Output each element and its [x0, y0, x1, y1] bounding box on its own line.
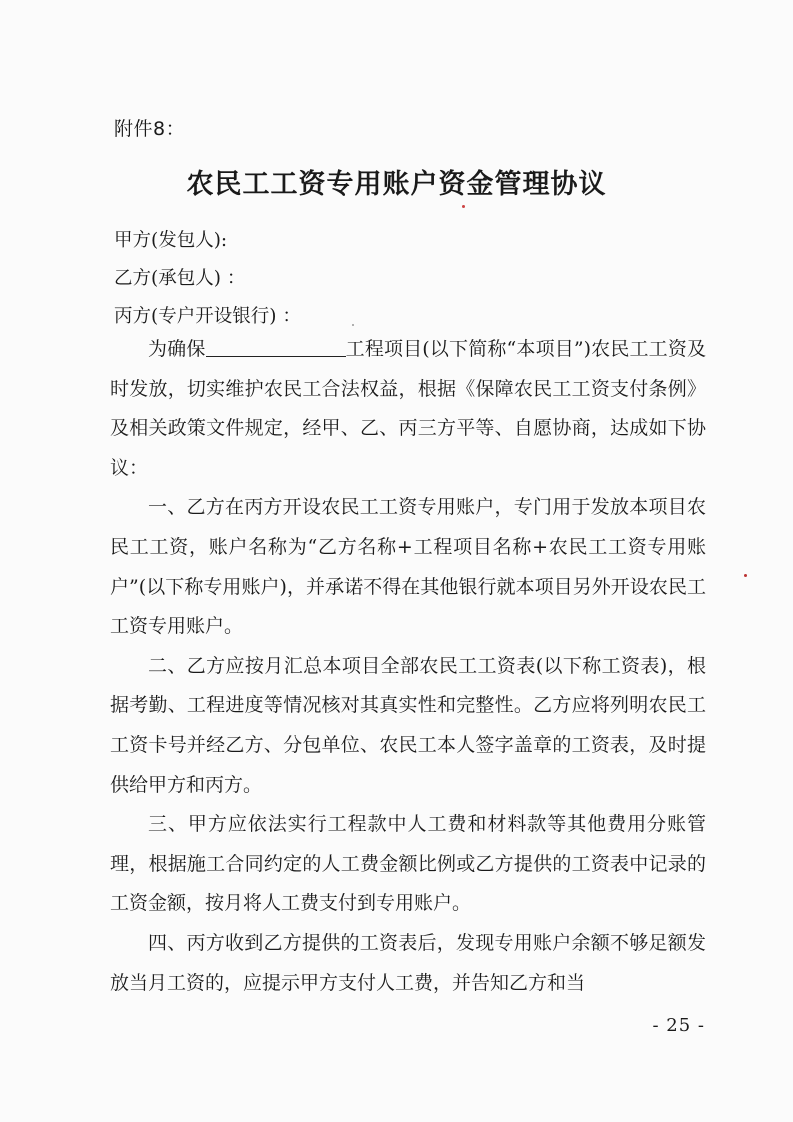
intro-before-blank: 为确保	[148, 338, 206, 360]
clause-3: 三、甲方应依法实行工程款中人工费和材料款等其他费用分账管理，根据施工合同约定的人工费金额比例或乙方提供的工资表中记录的工资金额，按月将人工费支付到专用账户。	[110, 813, 706, 915]
scan-speck	[352, 324, 354, 326]
party-b: 乙方(承包人) ：	[114, 268, 246, 289]
clause-2: 二、乙方应按月汇总本项目全部农民工工资表(以下称工资表)，根据考勤、工程进度等情况核对其真实性和完整性。乙方应将列明农民工工资卡号并经乙方、分包单位、农民工本人签字盖章的工资表，及时提供给甲方和丙方。	[110, 654, 706, 796]
clause-1: 一、乙方在丙方开设农民工工资专用账户，专门用于发放本项目农民工工资，账户名称为“乙方名称+工程项目名称+农民工工资专用账户”(以下称专用账户)，并承诺不得在其他银行就本项目另外开设农民工工资专用账户。	[110, 496, 706, 638]
agreement-body	[110, 330, 706, 1003]
party-a: 甲方(发包人):	[114, 230, 228, 251]
clause-4: 四、丙方收到乙方提供的工资表后，发现专用账户余额不够足额发放当月工资的，应提示甲方支付人工费，并告知乙方和当	[110, 931, 706, 994]
project-name-blank	[206, 336, 346, 357]
scan-speck	[744, 574, 747, 577]
intro-paragraph	[110, 330, 706, 488]
page-number: - 25 -	[652, 1015, 705, 1036]
document-title: 农民工工资专用账户资金管理协议	[186, 169, 607, 200]
scan-speck	[462, 205, 465, 208]
party-c: 丙方(专户开设银行) ：	[114, 306, 301, 327]
intro-after-blank: 工程项目(以下简称“本项目”)农民工工资及时发放，切实维护农民工合法权益，根据《保障农民工工资支付条例》及相关政策文件规定，经甲、乙、丙三方平等、自愿协商，达成如下协议：	[110, 338, 706, 479]
attachment-label: 附件8：	[114, 118, 186, 140]
